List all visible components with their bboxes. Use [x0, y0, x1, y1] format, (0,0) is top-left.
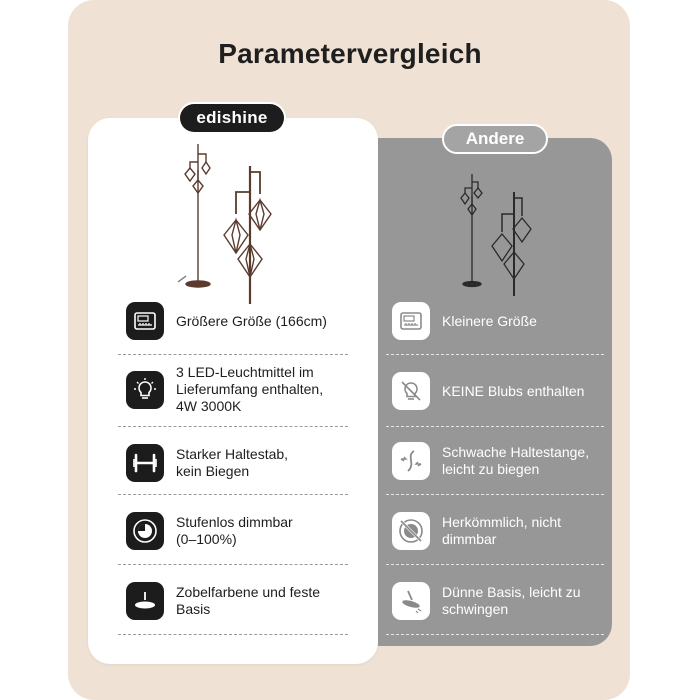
- row-text: Größere Größe (166cm): [176, 312, 327, 329]
- page-title: Parametervergleich: [218, 38, 482, 69]
- list-item: [392, 372, 584, 410]
- divider: [386, 494, 604, 495]
- divider: [386, 564, 604, 565]
- base-icon: [126, 582, 164, 620]
- divider: [118, 494, 348, 495]
- divider: [118, 564, 348, 565]
- divider: [386, 354, 604, 355]
- list-item: [126, 512, 316, 550]
- measure-tape-icon: [126, 302, 164, 340]
- divider: [118, 426, 348, 427]
- no-bulb-icon: [392, 372, 430, 410]
- divider: [118, 634, 348, 635]
- other-lamp-image: [450, 168, 550, 298]
- bulb-icon: [126, 371, 164, 409]
- no-dimmer-icon: [392, 512, 430, 550]
- list-item: [392, 442, 612, 480]
- list-item: [392, 512, 582, 550]
- brand-logo: edishine: [180, 104, 284, 132]
- wobbly-base-icon: [392, 582, 430, 620]
- row-text: KEINE Blubs enthalten: [442, 382, 585, 399]
- bent-rod-icon: [392, 442, 430, 480]
- list-item: [126, 364, 346, 415]
- brand-lamp-image: [170, 136, 290, 306]
- row-text: 3 LED-Leuchtmittel im Lieferumfang enthalten, 4W 3000K: [176, 364, 324, 414]
- list-item: [126, 582, 326, 620]
- divider: [118, 354, 348, 355]
- list-item: [392, 302, 537, 340]
- dimmer-icon: [126, 512, 164, 550]
- row-text: Schwache Haltestange, leicht zu biegen: [442, 444, 590, 477]
- divider: [386, 426, 604, 427]
- other-label: Andere: [442, 124, 548, 154]
- list-item: [392, 582, 602, 620]
- measure-tape-icon: [392, 302, 430, 340]
- list-item: [126, 444, 316, 482]
- divider: [386, 634, 604, 635]
- row-text: Herkömmlich, nicht dimmbar: [442, 514, 562, 547]
- row-text: Stufenlos dimmbar (0–100%): [176, 514, 293, 547]
- row-text: Starker Haltestab, kein Biegen: [176, 446, 289, 479]
- list-item: [126, 302, 327, 340]
- row-text: Kleinere Größe: [442, 312, 537, 329]
- row-text: Zobelfarbene und feste Basis: [176, 584, 320, 617]
- rod-icon: [126, 444, 164, 482]
- row-text: Dünne Basis, leicht zu schwingen: [442, 584, 581, 617]
